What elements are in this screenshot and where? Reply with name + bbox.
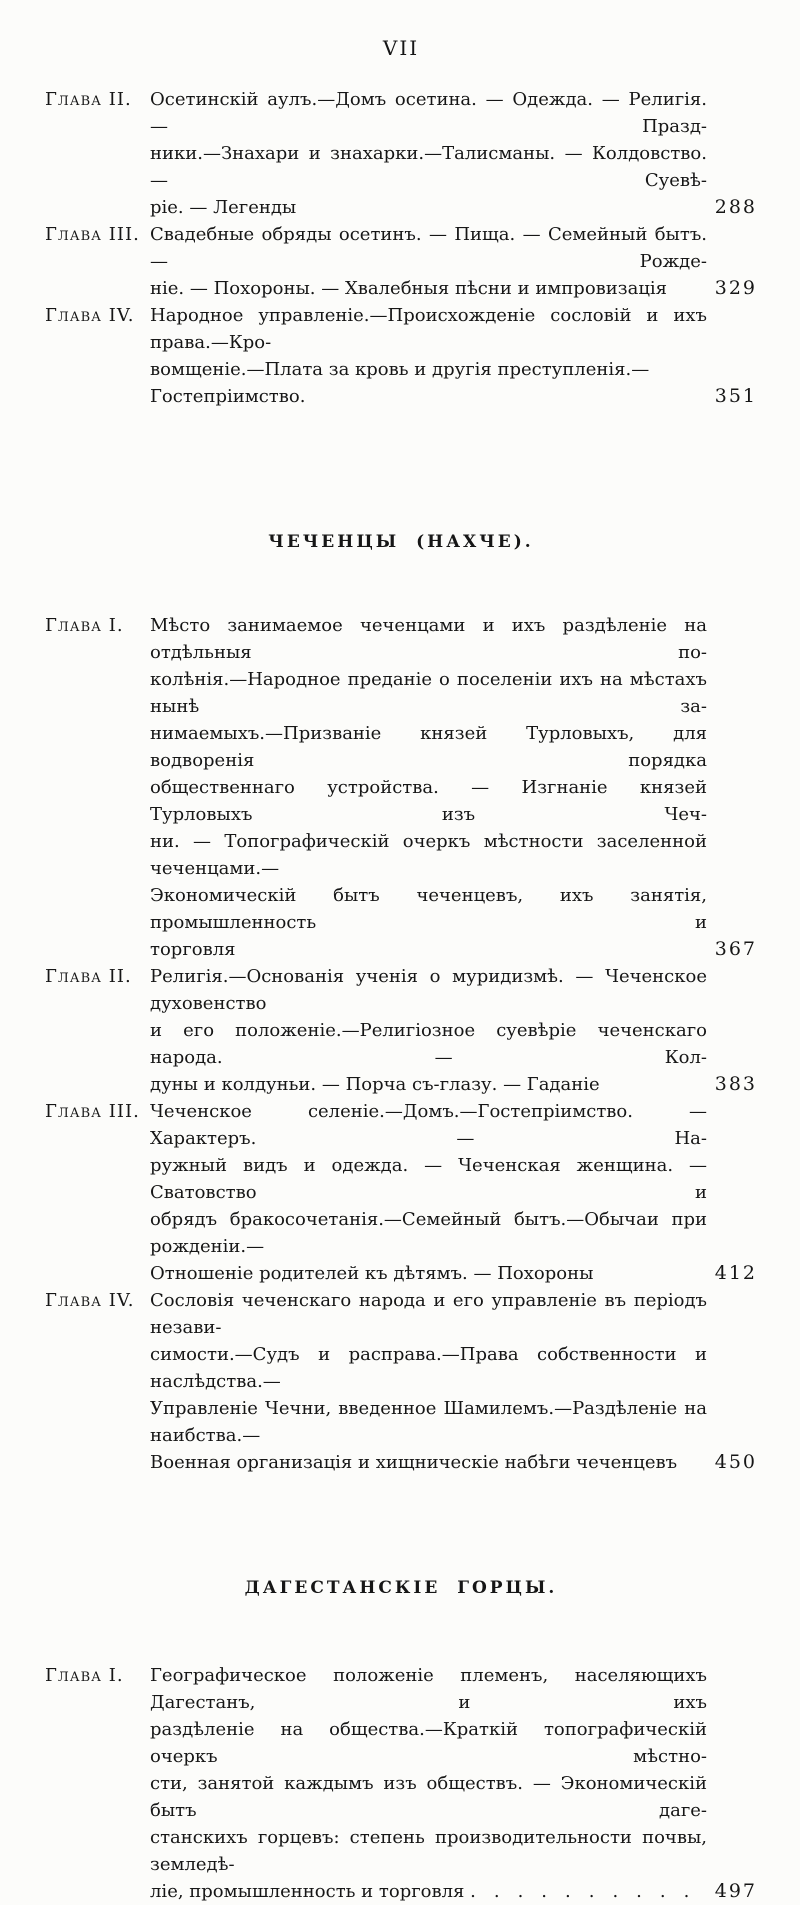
- entry-lines: [150, 1662, 707, 1905]
- entry-line: симости.—Судъ и расправа.—Права собственности и наслѣдства.—: [150, 1344, 707, 1392]
- entry-line: и его положеніе.—Религіозное суевѣріе чеченскаго народа. — Кол-: [150, 1020, 707, 1068]
- entry-line: Военная организація и хищническіе набѣги чеченцевъ: [150, 1452, 678, 1473]
- toc-section-ossetians: [45, 86, 757, 410]
- section-heading: ДАГЕСТАНСКІЕ ГОРЦЫ.: [244, 1578, 558, 1598]
- entry-line: ники.—Знахари и знахарки.—Талисманы. — Колдовство. — Суевѣ-: [150, 143, 707, 191]
- toc-entry: [45, 1098, 757, 1287]
- toc-entry: [45, 612, 757, 963]
- entry-line: Осетинскій аулъ.—Домъ осетина. — Одежда. — Религія. — Празд-: [150, 89, 707, 137]
- toc-entry: [45, 302, 757, 410]
- chapter-label: Глава II.: [45, 89, 132, 110]
- entry-line: общественнаго устройства. — Изгнаніе князей Турловыхъ изъ Чеч-: [150, 777, 707, 825]
- entry-line: нимаемыхъ.—Призваніе князей Турловыхъ, для водворенія порядка: [150, 723, 707, 771]
- entry-line: обрядъ бракосочетанія.—Семейный бытъ.—Обычаи при рожденіи.—: [150, 1209, 707, 1257]
- entry-line: Экономическій бытъ чеченцевъ, ихъ занятія, промышленность и: [150, 885, 707, 933]
- entry-line: Народное управленіе.—Происхожденіе сословій и ихъ права.—Кро-: [150, 305, 707, 353]
- entry-line: дуны и колдуньи. — Порча съ-глазу. — Гаданіе: [150, 1074, 600, 1095]
- entry-line: Отношеніе родителей къ дѣтямъ. — Похороны: [150, 1263, 594, 1284]
- chapter-label: Глава III.: [45, 224, 140, 245]
- entry-lines: [150, 1287, 707, 1476]
- toc-entry: [45, 1287, 757, 1476]
- toc-entry: [45, 1662, 757, 1905]
- entry-line: ніе. — Похороны. — Хвалебныя пѣсни и импровизація: [150, 278, 668, 299]
- entry-lines: [150, 302, 707, 410]
- page-ref: 329: [714, 277, 757, 299]
- toc-entry: [45, 221, 757, 302]
- entry-line: торговля: [150, 939, 236, 960]
- chapter-label: Глава IV.: [45, 1290, 135, 1311]
- page-ref: 412: [714, 1262, 757, 1284]
- entry-line: Чеченское селеніе.—Домъ.—Гостепріимство. — Характеръ. — На-: [150, 1101, 707, 1149]
- section-heading: ЧЕЧЕНЦЫ (НАХЧЕ).: [268, 532, 534, 552]
- page-ref: 383: [714, 1073, 757, 1095]
- entry-line: Сословія чеченскаго народа и его управленіе въ періодъ незави-: [150, 1290, 707, 1338]
- entry-line: сти, занятой каждымъ изъ обществъ. — Экономическій бытъ даге-: [150, 1773, 707, 1821]
- entry-line: ни. — Топографическій очеркъ мѣстности заселенной чеченцами.—: [150, 831, 707, 879]
- entry-line: ліе, промышленность и торговля . . . . . . . . . .: [150, 1881, 690, 1902]
- page-ref: 450: [714, 1451, 757, 1473]
- toc-section-dagestan: [45, 1578, 757, 1905]
- entry-lines: [150, 1098, 707, 1287]
- entry-line: Географическое положеніе племенъ, населяющихъ Дагестанъ, и ихъ: [150, 1665, 707, 1713]
- chapter-label: Глава I.: [45, 1665, 124, 1686]
- page-ref: 367: [714, 938, 757, 960]
- toc-entry: [45, 86, 757, 221]
- entry-line: ріе. — Легенды: [150, 197, 297, 218]
- entry-line: ружный видъ и одежда. — Чеченская женщина. — Сватовство и: [150, 1155, 707, 1203]
- entry-line: Управленіе Чечни, введенное Шамилемъ.—Раздѣленіе на наибства.—: [150, 1398, 707, 1446]
- page-ref: 351: [714, 385, 757, 407]
- entry-lines: [150, 612, 707, 963]
- entry-line: Свадебные обряды осетинъ. — Пища. — Семейный бытъ. — Рожде-: [150, 224, 707, 272]
- entry-line: раздѣленіе на общества.—Краткій топографическій очеркъ мѣстно-: [150, 1719, 707, 1767]
- toc-section-chechens: [45, 532, 757, 1476]
- toc-entry: [45, 963, 757, 1098]
- entry-lines: [150, 963, 707, 1098]
- entry-line: вомщеніе.—Плата за кровь и другія преступленія.—Гостепріимство.: [150, 359, 650, 407]
- page-ref: 497: [714, 1880, 757, 1902]
- page-ref: 288: [714, 196, 757, 218]
- chapter-label: Глава II.: [45, 966, 132, 987]
- entry-line: Мѣсто занимаемое чеченцами и ихъ раздѣленіе на отдѣльныя по-: [150, 615, 707, 663]
- folio-page-number: VII: [382, 36, 420, 60]
- entry-lines: [150, 221, 707, 302]
- chapter-label: Глава III.: [45, 1101, 140, 1122]
- entry-line: колѣнія.—Народное преданіе о поселеніи ихъ на мѣстахъ нынѣ за-: [150, 669, 707, 717]
- entry-lines: [150, 86, 707, 221]
- entry-line: Религія.—Основанія ученія о муридизмѣ. — Чеченское духовенство: [150, 966, 707, 1014]
- entry-line: станскихъ горцевъ: степень производительности почвы, земледѣ-: [150, 1827, 707, 1875]
- chapter-label: Глава IV.: [45, 305, 135, 326]
- chapter-label: Глава I.: [45, 615, 124, 636]
